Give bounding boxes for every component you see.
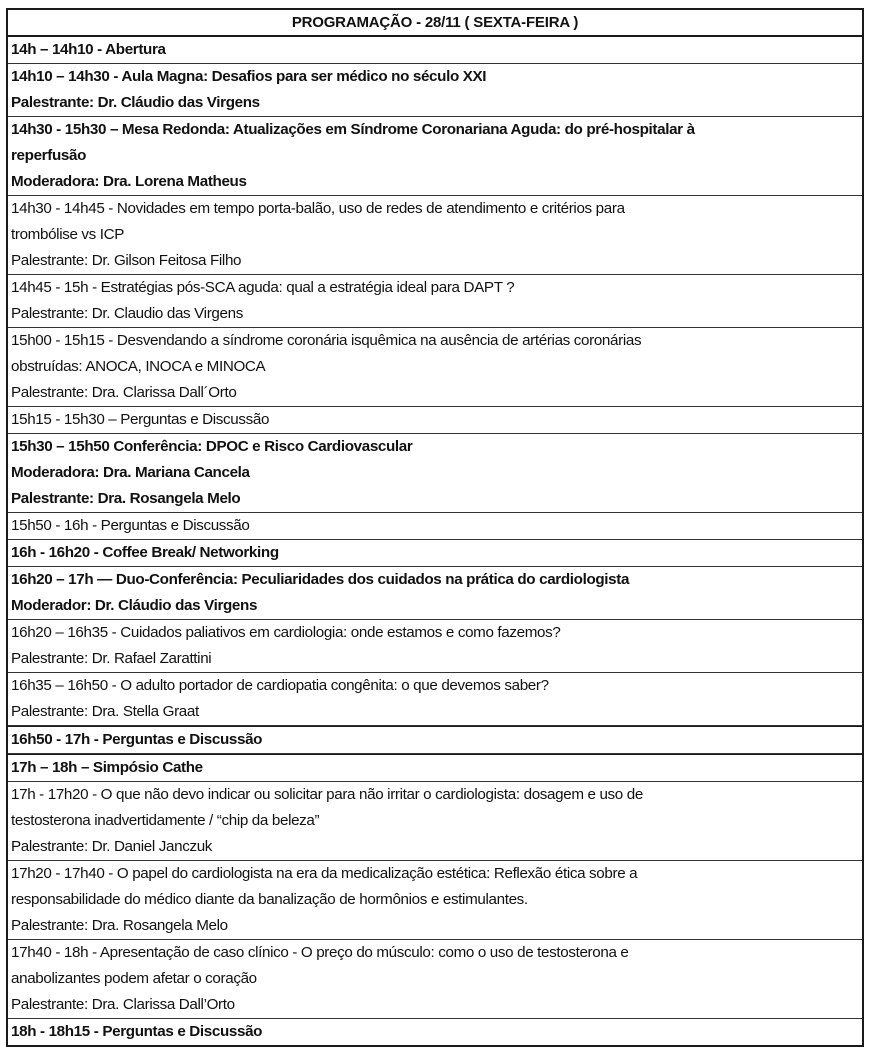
schedule-row xyxy=(8,1019,862,1045)
session-title: 17h – 18h – Simpósio Cathe xyxy=(11,759,203,776)
session-title: 15h30 – 15h50 Conferência: DPOC e Risco Cardiovascular xyxy=(11,438,413,455)
speaker-line: Palestrante: Dra. Rosangela Melo xyxy=(11,917,228,934)
session-title: 16h - 16h20 - Coffee Break/ Networking xyxy=(11,544,279,561)
schedule-row xyxy=(8,407,862,434)
schedule-row xyxy=(8,782,862,861)
session-title: 18h - 18h15 - Perguntas e Discussão xyxy=(11,1023,263,1040)
schedule-rows xyxy=(8,37,862,1045)
speaker-line: Palestrante: Dra. Clarissa Dall’Orto xyxy=(11,996,235,1013)
speaker-line: Moderador: Dr. Cláudio das Virgens xyxy=(11,597,258,614)
session-title-continued: responsabilidade do médico diante da banalização de hormônios e estimulantes. xyxy=(11,891,528,908)
session-title: 15h15 - 15h30 – Perguntas e Discussão xyxy=(11,411,270,428)
session-title: 14h45 - 15h - Estratégias pós-SCA aguda: qual a estratégia ideal para DAPT ? xyxy=(11,279,515,296)
session-title: 17h40 - 18h - Apresentação de caso clínico - O preço do músculo: como o uso de testosterona e xyxy=(11,944,629,961)
session-title: 16h50 - 17h - Perguntas e Discussão xyxy=(11,731,263,748)
schedule-table xyxy=(6,8,864,1047)
session-title: 14h30 - 14h45 - Novidades em tempo porta-balão, uso de redes de atendimento e critérios para xyxy=(11,200,625,217)
speaker-line: Palestrante: Dr. Daniel Janczuk xyxy=(11,838,213,855)
speaker-line: Palestrante: Dra. Clarissa Dall´Orto xyxy=(11,384,237,401)
schedule-row xyxy=(8,275,862,328)
session-title: 17h20 - 17h40 - O papel do cardiologista na era da medicalização estética: Reflexão ética sobre a xyxy=(11,865,638,882)
speaker-line: Palestrante: Dr. Claudio das Virgens xyxy=(11,305,243,322)
session-title: 14h10 – 14h30 - Aula Magna: Desafios para ser médico no século XXI xyxy=(11,68,487,85)
session-title-continued: reperfusão xyxy=(11,147,86,164)
speaker-line: Palestrante: Dra. Stella Graat xyxy=(11,703,199,720)
schedule-row xyxy=(8,434,862,513)
schedule-row xyxy=(8,540,862,567)
session-title-continued: testosterona inadvertidamente / “chip da beleza” xyxy=(11,812,320,829)
speaker-line: Moderadora: Dra. Mariana Cancela xyxy=(11,464,250,481)
schedule-row xyxy=(8,726,862,754)
schedule-title: PROGRAMAÇÃO - 28/11 ( SEXTA-FEIRA ) xyxy=(8,10,862,37)
session-title: 17h - 17h20 - O que não devo indicar ou solicitar para não irritar o cardiologista: dosagem e uso de xyxy=(11,786,643,803)
session-title-continued: obstruídas: ANOCA, INOCA e MINOCA xyxy=(11,358,266,375)
session-title: 14h – 14h10 - Abertura xyxy=(11,41,166,58)
schedule-row xyxy=(8,64,862,117)
speaker-line: Moderadora: Dra. Lorena Matheus xyxy=(11,173,247,190)
schedule-row xyxy=(8,754,862,782)
schedule-row xyxy=(8,513,862,540)
session-title: 16h20 – 17h — Duo-Conferência: Peculiaridades dos cuidados na prática do cardiologista xyxy=(11,571,630,588)
session-title: 15h50 - 16h - Perguntas e Discussão xyxy=(11,517,250,534)
session-title: 16h20 – 16h35 - Cuidados paliativos em cardiologia: onde estamos e como fazemos? xyxy=(11,624,561,641)
session-title-continued: anabolizantes podem afetar o coração xyxy=(11,970,257,987)
schedule-row xyxy=(8,940,862,1019)
session-title-continued: trombólise vs ICP xyxy=(11,226,125,243)
speaker-line: Palestrante: Dr. Gilson Feitosa Filho xyxy=(11,252,242,269)
session-title: 15h00 - 15h15 - Desvendando a síndrome coronária isquêmica na ausência de artérias coronárias xyxy=(11,332,642,349)
speaker-line: Palestrante: Dra. Rosangela Melo xyxy=(11,490,241,507)
session-title: 14h30 - 15h30 – Mesa Redonda: Atualizações em Síndrome Coronariana Aguda: do pré-hospitalar à xyxy=(11,121,695,138)
speaker-line: Palestrante: Dr. Cláudio das Virgens xyxy=(11,94,260,111)
schedule-row xyxy=(8,673,862,726)
schedule-row xyxy=(8,861,862,940)
schedule-row xyxy=(8,117,862,196)
session-title: 16h35 – 16h50 - O adulto portador de cardiopatia congênita: o que devemos saber? xyxy=(11,677,549,694)
schedule-row xyxy=(8,567,862,620)
schedule-row xyxy=(8,37,862,64)
speaker-line: Palestrante: Dr. Rafael Zarattini xyxy=(11,650,212,667)
schedule-row xyxy=(8,196,862,275)
schedule-row xyxy=(8,328,862,407)
schedule-row xyxy=(8,620,862,673)
